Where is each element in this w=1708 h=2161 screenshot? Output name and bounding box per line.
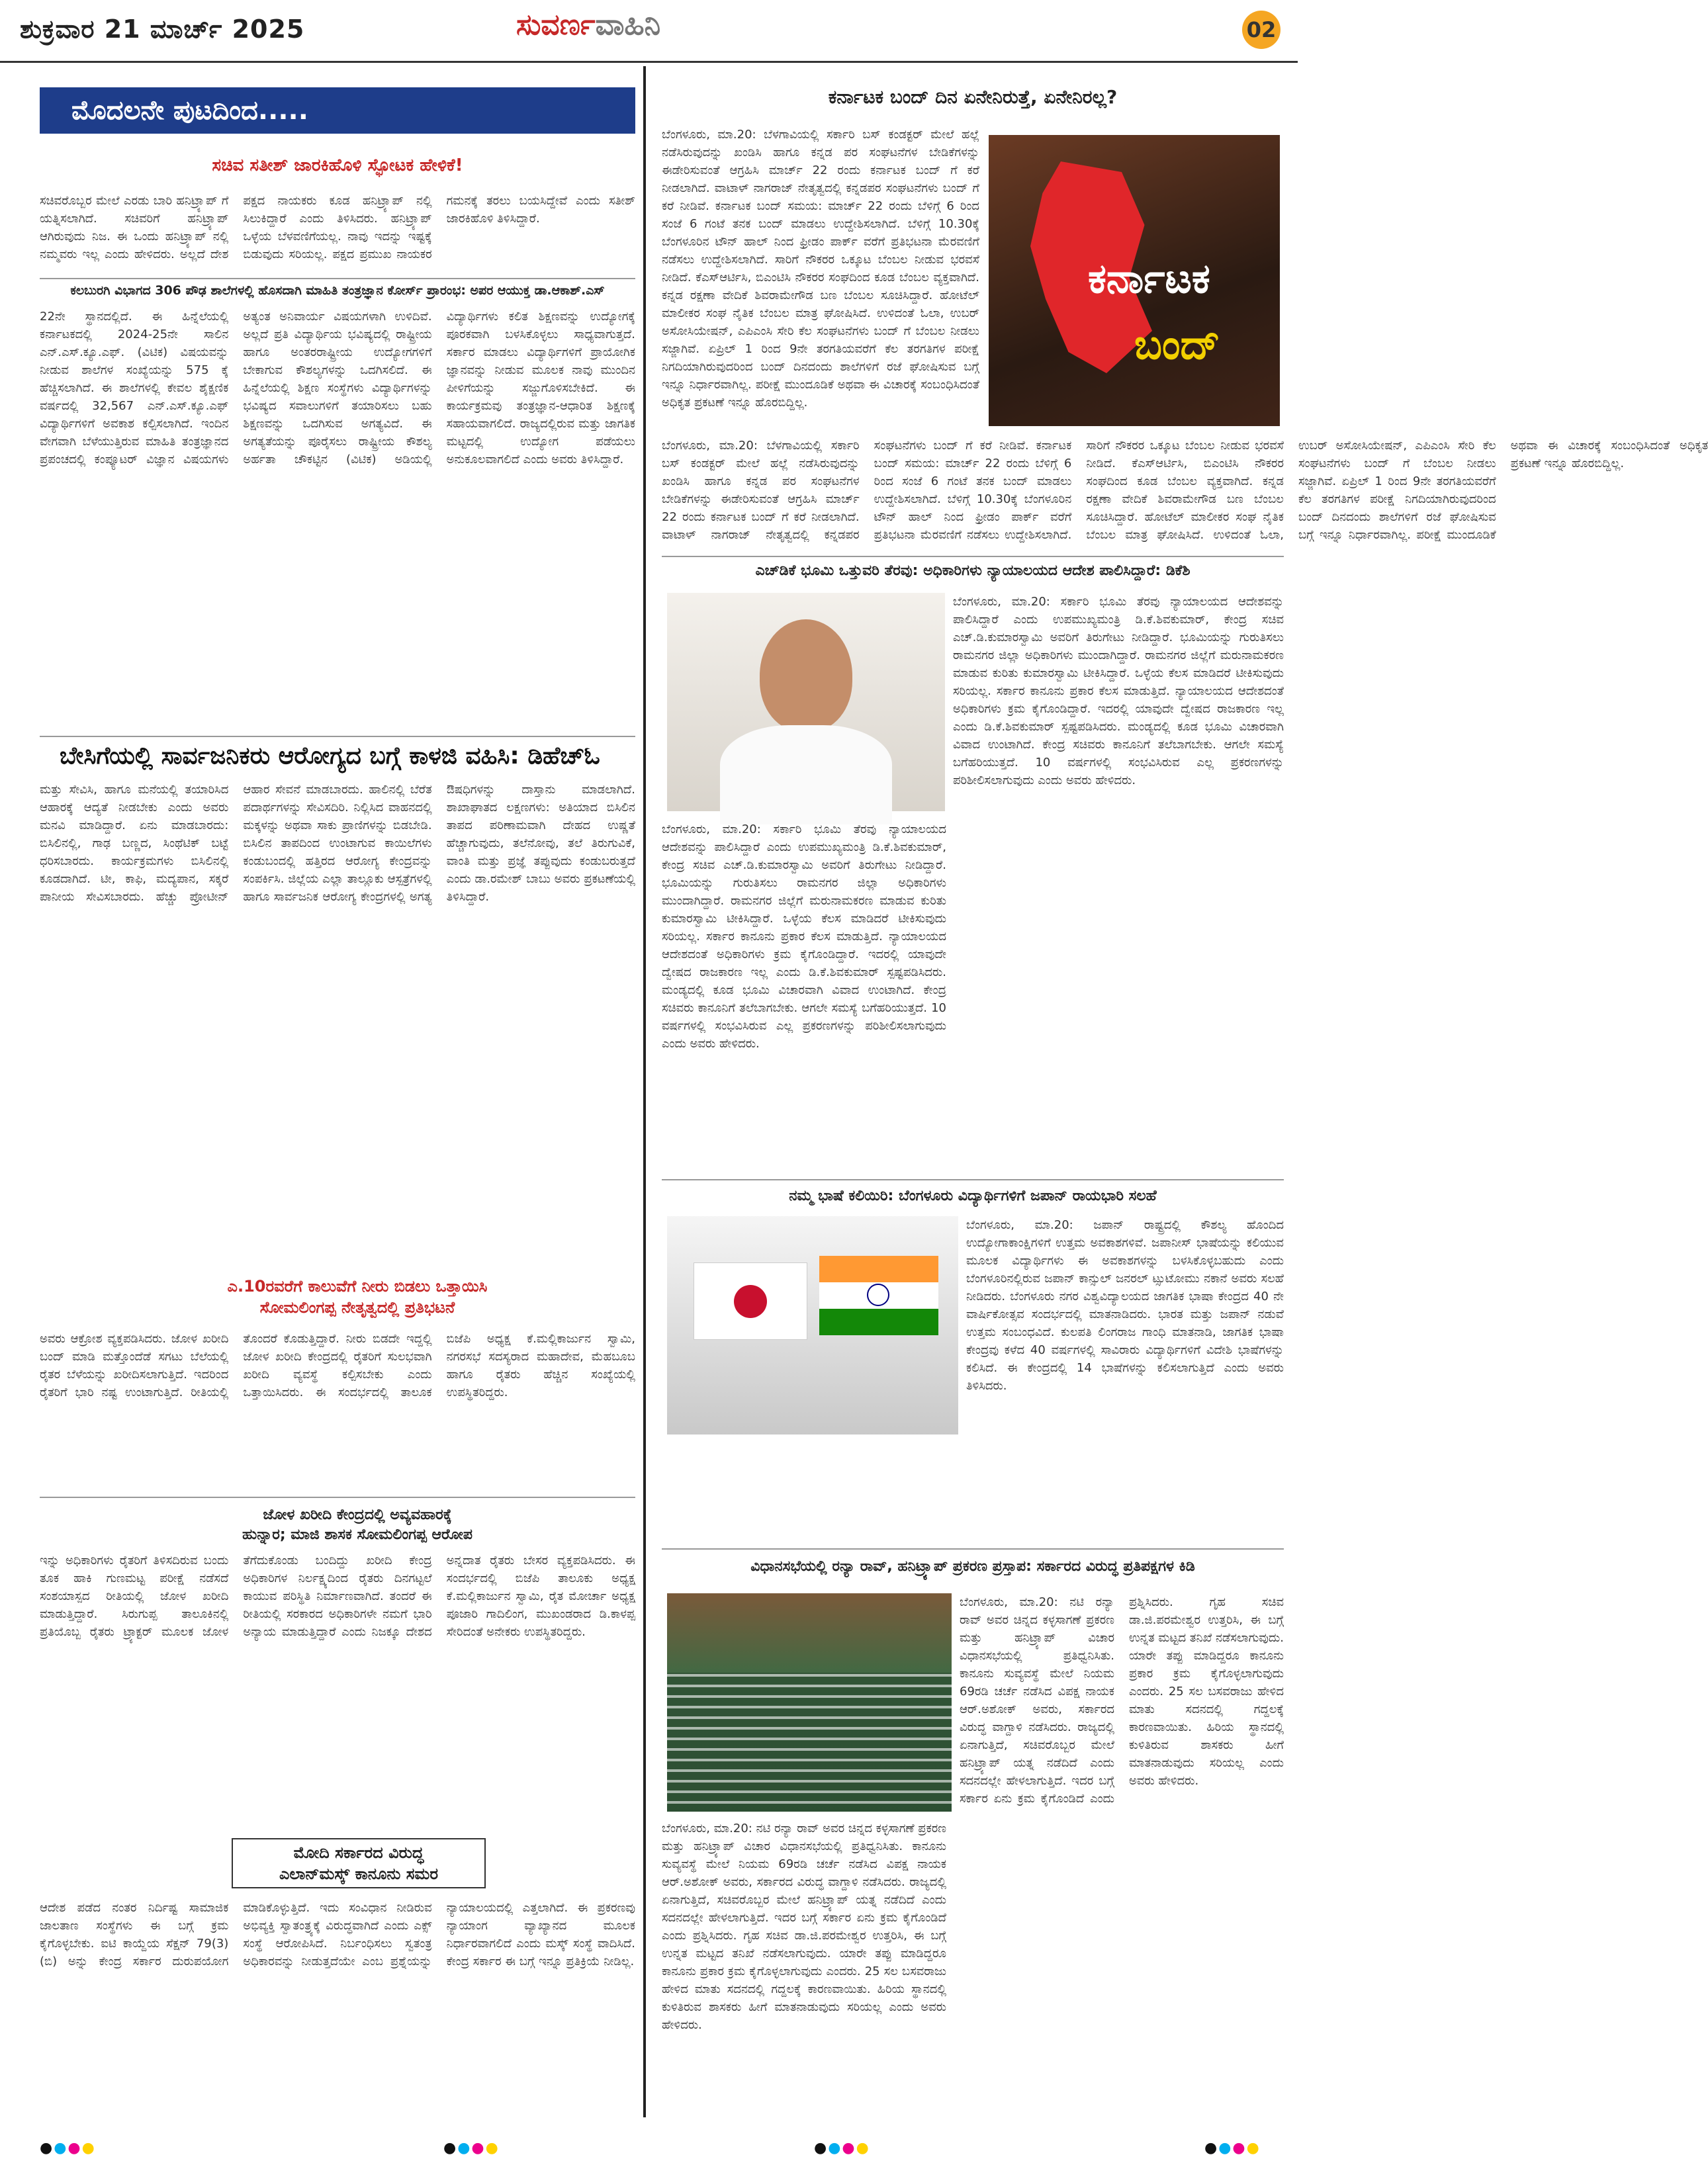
- brand-part-b: ವಾಹಿನಿ: [595, 8, 661, 42]
- article-text: ಬೆಂಗಳೂರು, ಮಾ.20: ಸರ್ಕಾರಿ ಭೂಮಿ ತೆರವು ನ್ಯಾಯಾಲಯದ ಆದೇಶವನ್ನು ಪಾಲಿಸಿದ್ದಾರೆ ಎಂದು ಉಪಮುಖ್ಯಮಂತ್ರಿ ಡಿ.ಕೆ.ಶಿವಕುಮಾರ್, ಕೇಂದ್ರ ಸಚಿವ ಎಚ್.ಡಿ.ಕುಮಾರಸ್ವಾಮಿ ಅವರಿಗೆ ತಿರುಗೇಟು ನೀಡಿದ್ದಾರೆ. ಭೂಮಿಯನ್ನು ಗುರುತಿಸಲು ರಾಮನಗರ ಜಿಲ್ಲಾ ಅಧಿಕಾರಿಗಳು ಮುಂದಾಗಿದ್ದಾರೆ. ರಾಮನಗರ ಜಿಲ್ಲೆಗೆ ಮರುನಾಮಕರಣ ಮಾಡುವ ಕುರಿತು ಕುಮಾರಸ್ವಾಮಿ ಟೀಕಿಸಿದ್ದಾರೆ. ಒಳ್ಳೆಯ ಕೆಲಸ ಮಾಡಿದರೆ ಟೀಕಿಸುವುದು ಸರಿಯಲ್ಲ. ಸರ್ಕಾರ ಕಾನೂನು ಪ್ರಕಾರ ಕೆಲಸ ಮಾಡುತ್ತಿದೆ. ನ್ಯಾಯಾಲಯದ ಆದೇಶದಂತೆ ಅಧಿಕಾರಿಗಳು ಕ್ರಮ ಕೈಗೊಂಡಿದ್ದಾರೆ. ಇದರಲ್ಲಿ ಯಾವುದೇ ದ್ವೇಷದ ರಾಜಕಾರಣ ಇಲ್ಲ ಎಂದು ಡಿ.ಕೆ.ಶಿವಕುಮಾರ್ ಸ್ಪಷ್ಟಪಡಿಸಿದರು. ಮಂಡ್ಯದಲ್ಲಿ ಕೂಡ ಭೂಮಿ ವಿಚಾರವಾಗಿ ವಿವಾದ ಉಂಟಾಗಿದೆ. ಕೇಂದ್ರ ಸಚಿವರು ಕಾನೂನಿಗೆ ತಲೆಬಾಗಬೇಕು. ಆಗಲೇ ಸಮಸ್ಯೆ ಬಗೆಹರಿಯುತ್ತದೆ. 10 ವರ್ಷಗಳಲ್ಲಿ ಸಂಭವಿಸಿರುವ ಎಲ್ಲ ಪ್ರಕರಣಗಳನ್ನು ಪರಿಶೀಲಿಸಲಾಗುವುದು ಎಂದು ಅವರು ಹೇಳಿದರು.: [953, 595, 1284, 787]
- article-headline-dks: ಎಚ್‌ಡಿಕೆ ಭೂಮಿ ಒತ್ತುವರಿ ತೆರವು: ಅಧಿಕಾರಿಗಳು ನ್ಯಾಯಾಲಯದ ಆದೇಶ ಪಾಲಿಸಿದ್ದಾರೆ: ಡಿಕೆಶಿ: [755, 562, 1191, 579]
- headline-line: ಎ.10ರವರೆಗೆ ಕಾಲುವೆಗೆ ನೀರು ಬಿಡಲು ಒತ್ತಾಯಿಸಿ: [227, 1277, 488, 1296]
- article-headline-dho: ಬೇಸಿಗೆಯಲ್ಲಿ ಸಾರ್ವಜನಿಕರು ಆರೋಗ್ಯದ ಬಗ್ಗೆ ಕಾಳಜಿ ವಹಿಸಿ: ಡಿಹೆಚ್ಓ: [60, 742, 600, 770]
- article-text: ಬೆಂಗಳೂರು, ಮಾ.20: ನಟಿ ರನ್ಯಾ ರಾವ್ ಅವರ ಚಿನ್ನದ ಕಳ್ಳಸಾಗಣೆ ಪ್ರಕರಣ ಮತ್ತು ಹನಿಟ್ರ್ಯಾಪ್ ವಿಚಾರ ವಿಧಾನಸಭೆಯಲ್ಲಿ ಪ್ರತಿಧ್ವನಿಸಿತು. ಕಾನೂನು ಸುವ್ಯವಸ್ಥೆ ಮೇಲೆ ನಿಯಮ 69ರಡಿ ಚರ್ಚೆ ನಡೆಸಿದ ವಿಪಕ್ಷ ನಾಯಕ ಆರ್.ಅಶೋಕ್ ಅವರು, ಸರ್ಕಾರದ ವಿರುದ್ಧ ವಾಗ್ದಾಳಿ ನಡೆಸಿದರು. ರಾಜ್ಯದಲ್ಲಿ ಏನಾಗುತ್ತಿದೆ, ಸಚಿವರೊಬ್ಬರ ಮೇಲೆ ಹನಿಟ್ರ್ಯಾಪ್ ಯತ್ನ ನಡೆದಿದೆ ಎಂದು ಸದನದಲ್ಲೇ ಹೇಳಲಾಗುತ್ತಿದೆ. ಇದರ ಬಗ್ಗೆ ಸರ್ಕಾರ ಏನು ಕ್ರಮ ಕೈಗೊಂಡಿದೆ ಎಂದು ಪ್ರಶ್ನಿಸಿದರು. ಗೃಹ ಸಚಿವ ಡಾ.ಜಿ.ಪರಮೇಶ್ವರ ಉತ್ತರಿಸಿ, ಈ ಬಗ್ಗೆ ಉನ್ನತ ಮಟ್ಟದ ತನಿಖೆ ನಡೆಸಲಾಗುವುದು. ಯಾರೇ ತಪ್ಪು ಮಾಡಿದ್ದರೂ ಕಾನೂನು ಪ್ರಕಾರ ಕ್ರಮ ಕೈಗೊಳ್ಳಲಾಗುವುದು ಎಂದರು. 25 ಸಲ ಬಸವರಾಜು ಹೇಳಿದ ಮಾತು ಸದನದಲ್ಲಿ ಗದ್ದಲಕ್ಕೆ ಕಾರಣವಾಯಿತು. ಹಿರಿಯ ಸ್ಥಾನದಲ್ಲಿ ಕುಳಿತಿರುವ ಶಾಸಕರು ಹೀಗೆ ಮಾತನಾಡುವುದು ಸರಿಯಲ್ಲ ಎಂದು ಅವರು ಹೇಳಿದರು.: [662, 1822, 946, 2032]
- article-headline-musk: [232, 1838, 486, 1888]
- brand-part-a: ಸುವರ್ಣ: [516, 8, 596, 42]
- article-body-jowar: [40, 1552, 635, 1830]
- assembly-session-photo: [667, 1593, 952, 1812]
- article-text: ಬೆಂಗಳೂರು, ಮಾ.20: ಬೆಳಗಾವಿಯಲ್ಲಿ ಸರ್ಕಾರಿ ಬಸ್ ಕಂಡಕ್ಟರ್ ಮೇಲೆ ಹಲ್ಲೆ ನಡೆಸಿರುವುದನ್ನು ಖಂಡಿಸಿ ಹಾಗೂ ಕನ್ನಡ ಪರ ಸಂಘಟನೆಗಳ ಬೇಡಿಕೆಗಳನ್ನು ಈಡೇರಿಸುವಂತೆ ಆಗ್ರಹಿಸಿ ಮಾರ್ಚ್ 22 ರಂದು ಕರ್ನಾಟಕ ಬಂದ್ ಗೆ ಕರೆ ನೀಡಲಾಗಿದೆ. ವಾಟಾಳ್ ನಾಗರಾಜ್ ನೇತೃತ್ವದಲ್ಲಿ ಕನ್ನಡಪರ ಸಂಘಟನೆಗಳು ಬಂದ್ ಗೆ ಕರೆ ನೀಡಿವೆ. ಕರ್ನಾಟಕ ಬಂದ್ ಸಮಯ: ಮಾರ್ಚ್ 22 ರಂದು ಬೆಳಿಗ್ಗೆ 6 ರಿಂದ ಸಂಜೆ 6 ಗಂಟೆ ತನಕ ಬಂದ್ ಮಾಡಲು ಉದ್ದೇಶಿಸಲಾಗಿದೆ. ಬೆಳಿಗ್ಗೆ 10.30ಕ್ಕೆ ಬೆಂಗಳೂರಿನ ಟೌನ್ ಹಾಲ್ ನಿಂದ ಫ್ರೀಡಂ ಪಾರ್ಕ್ ವರೆಗೆ ಪ್ರತಿಭಟನಾ ಮೆರವಣಿಗೆ ನಡೆಸಲು ಉದ್ದೇಶಿಸಲಾಗಿದೆ. ಸಾರಿಗೆ ನೌಕರರ ಒಕ್ಕೂಟ ಬೆಂಬಲ ನೀಡುವ ಭರವಸೆ ನೀಡಿದೆ. ಕೆಎಸ್ಆರ್ಟಿಸಿ, ಬಿಎಂಟಿಸಿ ನೌಕರರ ಸಂಘದಿಂದ ಕೂಡ ಬೆಂಬಲ ವ್ಯಕ್ತವಾಗಿದೆ. ಕನ್ನಡ ರಕ್ಷಣಾ ವೇದಿಕೆ ಶಿವರಾಮೇಗೌಡ ಬಣ ಬೆಂಬಲ ಸೂಚಿಸಿದ್ದಾರೆ. ಹೋಟೆಲ್ ಮಾಲೀಕರ ಸಂಘ ನೈತಿಕ ಬೆಂಬಲ ಮಾತ್ರ ಘೋಷಿಸಿದೆ. ಉಳಿದಂತೆ ಓಲಾ, ಉಬರ್ ಅಸೋಸಿಯೇಷನ್, ಎಪಿಎಂಸಿ ಸೇರಿ ಕೆಲ ಸಂಘಟನೆಗಳು ಬಂದ್ ಗೆ ಬೆಂಬಲ ನೀಡಲು ಸಜ್ಜಾಗಿವೆ. ಏಪ್ರಿಲ್ 1 ರಿಂದ 9ನೇ ತರಗತಿಯವರೆಗೆ ಕೆಲ ತರಗತಿಗಳ ಪರೀಕ್ಷೆ ನಿಗದಿಯಾಗಿರುವುದರಿಂದ ಬಂದ್ ದಿನದಂದು ಶಾಲೆಗಳಿಗೆ ರಜೆ ಘೋಷಿಸುವ ಬಗ್ಗೆ ಇನ್ನೂ ನಿರ್ಧಾರವಾಗಿಲ್ಲ. ಪರೀಕ್ಷೆ ಮುಂದೂಡಿಕೆ ಅಥವಾ ಈ ವಿಚಾರಕ್ಕೆ ಸಂಬಂಧಿಸಿದಂತೆ ಅಧಿಕೃತ ಪ್ರಕಟಣೆ ಇನ್ನೂ ಹೊರಬಿದ್ದಿಲ್ಲ.: [662, 128, 979, 410]
- headline-line: ಎಲಾನ್‌ಮಸ್ಕ್ ಕಾನೂನು ಸಮರ: [279, 1865, 439, 1883]
- headline-line: ಜೋಳ ಖರೀದಿ ಕೇಂದ್ರದಲ್ಲಿ ಅವ್ಯವಹಾರಕ್ಕೆ: [263, 1507, 452, 1523]
- headline-line: ಸೋಮಲಿಂಗಪ್ಪ ನೇತೃತ್ವದಲ್ಲಿ ಪ್ರತಿಭಟನೆ: [259, 1298, 455, 1317]
- article-headline-canal-protest: [199, 1276, 516, 1318]
- registration-marks: ●●●●: [443, 2140, 500, 2156]
- divider: [40, 736, 635, 737]
- article-text: ಅವರು ಆಕ್ರೋಶ ವ್ಯಕ್ತಪಡಿಸಿದರು. ಜೋಳ ಖರೀದಿ ಬಂದ್ ಮಾಡಿ ಮತ್ತೊಂದೆಡೆ ಸಗಟು ಬೆಲೆಯಲ್ಲಿ ರೈತರ ಬೆಳೆಯನ್ನು ಖರೀದಿಸಲಾಗುತ್ತಿದೆ. ಇದರಿಂದ ರೈತರಿಗೆ ಭಾರಿ ನಷ್ಟ ಉಂಟಾಗುತ್ತಿದೆ. ರೀತಿಯಲ್ಲಿ ತೊಂದರೆ ಕೊಡುತ್ತಿದ್ದಾರೆ. ನೀರು ಬಿಡದೇ ಇದ್ದಲ್ಲಿ ಜೋಳ ಖರೀದಿ ಕೇಂದ್ರದಲ್ಲಿ ರೈತರಿಗೆ ಸುಲಭವಾಗಿ ಖರೀದಿ ವ್ಯವಸ್ಥೆ ಕಲ್ಪಿಸಬೇಕು ಎಂದು ಒತ್ತಾಯಿಸಿದರು. ಈ ಸಂದರ್ಭದಲ್ಲಿ ತಾಲೂಕ ಬಿಜೆಪಿ ಅಧ್ಯಕ್ಷ ಕೆ.ಮಲ್ಲಿಕಾರ್ಜುನ ಸ್ವಾಮಿ, ನಗರಸಭೆ ಸದಸ್ಯರಾದ ಮಹಾದೇವ, ಮೆಹಬೂಬ ಹಾಗೂ ರೈತರು ಹೆಚ್ಚಿನ ಸಂಖ್ಯೆಯಲ್ಲಿ ಉಪಸ್ಥಿತರಿದ್ದರು.: [40, 1332, 635, 1399]
- article-text: ಬೆಂಗಳೂರು, ಮಾ.20: ಜಪಾನ್ ರಾಷ್ಟ್ರದಲ್ಲಿ ಕೌಶಲ್ಯ ಹೊಂದಿದ ಉದ್ಯೋಗಾಕಾಂಕ್ಷಿಗಳಿಗೆ ಉತ್ತಮ ಅವಕಾಶಗಳಿವೆ. ಜಪಾನೀಸ್ ಭಾಷೆಯನ್ನು ಕಲಿಯುವ ಮೂಲಕ ವಿದ್ಯಾರ್ಥಿಗಳು ಈ ಅವಕಾಶಗಳನ್ನು ಬಳಸಿಕೊಳ್ಳಬಹುದು ಎಂದು ಬೆಂಗಳೂರಿನಲ್ಲಿರುವ ಜಪಾನ್ ಕಾನ್ಸುಲ್ ಜನರಲ್ ಟ್ಸುಟೋಮು ನಕಾನೆ ಅವರು ಸಲಹೆ ನೀಡಿದರು. ಬೆಂಗಳೂರು ನಗರ ವಿಶ್ವವಿದ್ಯಾಲಯದ ಜಾಗತಿಕ ಭಾಷಾ ಕೇಂದ್ರದ 40 ನೇ ವಾರ್ಷಿಕೋತ್ಸವ ಸಂದರ್ಭದಲ್ಲಿ ಮಾತನಾಡಿದರು. ಭಾರತ ಮತ್ತು ಜಪಾನ್ ನಡುವೆ ಉತ್ತಮ ಸಂಬಂಧವಿದೆ. ಕುಲಪತಿ ಲಿಂಗರಾಜ ಗಾಂಧಿ ಮಾತನಾಡಿ, ಜಾಗತಿಕ ಭಾಷಾ ಕೇಂದ್ರವು ಕಳೆದ 40 ವರ್ಷಗಳಲ್ಲಿ ಸಾವಿರಾರು ವಿದ್ಯಾರ್ಥಿಗಳಿಗೆ ವಿದೇಶಿ ಭಾಷೆಗಳನ್ನು ಕಲಿಸಿದೆ. ಈ ಕೇಂದ್ರದಲ್ಲಿ 14 ಭಾಷೆಗಳನ್ನು ಕಲಿಸಲಾಗುತ್ತಿದೆ ಎಂದು ಅವರು ತಿಳಿಸಿದರು.: [966, 1218, 1284, 1393]
- newspaper-logo: [516, 8, 660, 42]
- article-headline-bandh: ಕರ್ನಾಟಕ ಬಂದ್ ದಿನ ಏನೇನಿರುತ್ತೆ, ಏನೇನಿರಲ್ಲ?: [828, 86, 1118, 108]
- article-text: ಬೆಂಗಳೂರು, ಮಾ.20: ಸರ್ಕಾರಿ ಭೂಮಿ ತೆರವು ನ್ಯಾಯಾಲಯದ ಆದೇಶವನ್ನು ಪಾಲಿಸಿದ್ದಾರೆ ಎಂದು ಉಪಮುಖ್ಯಮಂತ್ರಿ ಡಿ.ಕೆ.ಶಿವಕುಮಾರ್, ಕೇಂದ್ರ ಸಚಿವ ಎಚ್.ಡಿ.ಕುಮಾರಸ್ವಾಮಿ ಅವರಿಗೆ ತಿರುಗೇಟು ನೀಡಿದ್ದಾರೆ. ಭೂಮಿಯನ್ನು ಗುರುತಿಸಲು ರಾಮನಗರ ಜಿಲ್ಲಾ ಅಧಿಕಾರಿಗಳು ಮುಂದಾಗಿದ್ದಾರೆ. ರಾಮನಗರ ಜಿಲ್ಲೆಗೆ ಮರುನಾಮಕರಣ ಮಾಡುವ ಕುರಿತು ಕುಮಾರಸ್ವಾಮಿ ಟೀಕಿಸಿದ್ದಾರೆ. ಒಳ್ಳೆಯ ಕೆಲಸ ಮಾಡಿದರೆ ಟೀಕಿಸುವುದು ಸರಿಯಲ್ಲ. ಸರ್ಕಾರ ಕಾನೂನು ಪ್ರಕಾರ ಕೆಲಸ ಮಾಡುತ್ತಿದೆ. ನ್ಯಾಯಾಲಯದ ಆದೇಶದಂತೆ ಅಧಿಕಾರಿಗಳು ಕ್ರಮ ಕೈಗೊಂಡಿದ್ದಾರೆ. ಇದರಲ್ಲಿ ಯಾವುದೇ ದ್ವೇಷದ ರಾಜಕಾರಣ ಇಲ್ಲ ಎಂದು ಡಿ.ಕೆ.ಶಿವಕುಮಾರ್ ಸ್ಪಷ್ಟಪಡಿಸಿದರು. ಮಂಡ್ಯದಲ್ಲಿ ಕೂಡ ಭೂಮಿ ವಿಚಾರವಾಗಿ ವಿವಾದ ಉಂಟಾಗಿದೆ. ಕೇಂದ್ರ ಸಚಿವರು ಕಾನೂನಿಗೆ ತಲೆಬಾಗಬೇಕು. ಆಗಲೇ ಸಮಸ್ಯೆ ಬಗೆಹರಿಯುತ್ತದೆ. 10 ವರ್ಷಗಳಲ್ಲಿ ಸಂಭವಿಸಿರುವ ಎಲ್ಲ ಪ್ರಕರಣಗಳನ್ನು ಪರಿಶೀಲಿಸಲಾಗುವುದು ಎಂದು ಅವರು ಹೇಳಿದರು.: [662, 822, 946, 1051]
- article-text: ಇನ್ನು ಅಧಿಕಾರಿಗಳು ರೈತರಿಗೆ ತಿಳಿಸದಿರುವ ಬಂದು ತೂಕ ಹಾಕಿ ಗುಣಮಟ್ಟ ಪರೀಕ್ಷೆ ನಡೆಸದೆ ಸಂಶಯಾಸ್ಪದ ರೀತಿಯಲ್ಲಿ ಜೋಳ ಖರೀದಿ ಮಾಡುತ್ತಿದ್ದಾರೆ. ಸಿರುಗುಪ್ಪ ತಾಲೂಕಿನಲ್ಲಿ ಪ್ರತಿಯೊಬ್ಬ ರೈತರು ಟ್ರ್ಯಾಕ್ಟರ್ ಮೂಲಕ ಜೋಳ ತೆಗೆದುಕೊಂಡು ಬಂದಿದ್ದು ಖರೀದಿ ಕೇಂದ್ರ ಅಧಿಕಾರಿಗಳ ನಿರ್ಲಕ್ಷ್ಯದಿಂದ ರೈತರು ದಿನಗಟ್ಟಲೆ ಕಾಯುವ ಪರಿಸ್ಥಿತಿ ನಿರ್ಮಾಣವಾಗಿದೆ. ತಂದರೆ ಈ ರೀತಿಯಲ್ಲಿ ಸರಕಾರದ ಅಧಿಕಾರಿಗಳೇ ನಮಗೆ ಭಾರಿ ಅನ್ಯಾಯ ಮಾಡುತ್ತಿದ್ದಾರೆ ಎಂದು ನಿಜಕ್ಕೂ ದೇಶದ ಅನ್ನದಾತ ರೈತರು ಬೇಸರ ವ್ಯಕ್ತಪಡಿಸಿದರು. ಈ ಸಂದರ್ಭದಲ್ಲಿ ಬಿಜೆಪಿ ತಾಲೂಕು ಅಧ್ಯಕ್ಷ ಕೆ.ಮಲ್ಲಿಕಾರ್ಜುನ ಸ್ವಾಮಿ, ರೈತ ಮೋರ್ಚಾ ಅಧ್ಯಕ್ಷ ಪೂಜಾರಿ ಗಾದಿಲಿಂಗ, ಮುಖಂಡರಾದ ಡಿ.ಕಾಳಪ್ಪ ಸೇರಿದಂತೆ ಅನೇಕರು ಉಪಸ್ಥಿತರಿದ್ದರು.: [40, 1554, 635, 1639]
- page-number: 02: [1242, 11, 1281, 49]
- article-headline-japan: ನಮ್ಮ ಭಾಷೆ ಕಲಿಯಿರಿ: ಬೆಂಗಳೂರು ವಿದ್ಯಾರ್ಥಿಗಳಿಗೆ ಜಪಾನ್ ರಾಯಭಾರಿ ಸಲಹೆ: [789, 1188, 1157, 1204]
- registration-marks: ●●●●: [40, 2140, 96, 2156]
- divider: [662, 556, 1284, 557]
- divider: [40, 1497, 635, 1498]
- divider: [662, 1548, 1284, 1550]
- japan-flag-icon: [694, 1262, 807, 1340]
- article-text: ಆದೇಶ ಪಡೆದ ನಂತರ ನಿರ್ದಿಷ್ಟ ಸಾಮಾಜಿಕ ಜಾಲತಾಣ ಸಂಸ್ಥೆಗಳು ಈ ಬಗ್ಗೆ ಕ್ರಮ ಕೈಗೊಳ್ಳಬೇಕು. ಐಟಿ ಕಾಯ್ದೆಯ ಸೆಕ್ಷನ್ 79(3)(ಬಿ) ಅನ್ನು ಕೇಂದ್ರ ಸರ್ಕಾರ ದುರುಪಯೋಗ ಮಾಡಿಕೊಳ್ಳುತ್ತಿದೆ. ಇದು ಸಂವಿಧಾನ ನೀಡಿರುವ ಅಭಿವ್ಯಕ್ತಿ ಸ್ವಾತಂತ್ರ್ಯಕ್ಕೆ ವಿರುದ್ಧವಾಗಿದೆ ಎಂದು ಎಕ್ಸ್ ಸಂಸ್ಥೆ ಆರೋಪಿಸಿದೆ. ನಿರ್ಬಂಧಿಸಲು ಸ್ವತಂತ್ರ ಅಧಿಕಾರವನ್ನು ನೀಡುತ್ತದೆಯೇ ಎಂಬ ಪ್ರಶ್ನೆಯನ್ನು ನ್ಯಾಯಾಲಯದಲ್ಲಿ ಎತ್ತಲಾಗಿದೆ. ಈ ಪ್ರಕರಣವು ನ್ಯಾಯಾಂಗ ವ್ಯಾಖ್ಯಾನದ ಮೂಲಕ ನಿರ್ಧಾರವಾಗಲಿದೆ ಎಂದು ಮಸ್ಕ್ ಸಂಸ್ಥೆ ವಾದಿಸಿದೆ. ಕೇಂದ್ರ ಸರ್ಕಾರ ಈ ಬಗ್ಗೆ ಇನ್ನೂ ಪ್ರತಿಕ್ರಿಯೆ ನೀಡಿಲ್ಲ.: [40, 1901, 635, 1968]
- article-text: ಸಚಿವರೊಬ್ಬರ ಮೇಲೆ ಎರಡು ಬಾರಿ ಹನಿಟ್ರ್ಯಾಪ್ ಗೆ ಯತ್ನಿಸಲಾಗಿದೆ. ಸಚಿವರಿಗೆ ಹನಿಟ್ರ್ಯಾಪ್ ಆಗಿರುವುದು ನಿಜ. ಈ ಒಂದು ಹನಿಟ್ರ್ಯಾಪ್ ನಲ್ಲಿ ನಮ್ಮವರು ಇಲ್ಲ ಎಂದು ಹೇಳಿದರು. ಅಲ್ಲದೆ ದೇಶ ಪಕ್ಷದ ನಾಯಕರು ಕೂಡ ಹನಿಟ್ರ್ಯಾಪ್ ನಲ್ಲಿ ಸಿಲುಕಿದ್ದಾರೆ ಎಂದು ತಿಳಿಸಿದರು. ಹನಿಟ್ರ್ಯಾಪ್ ಒಳ್ಳೆಯ ಬೆಳವಣಿಗೆಯಲ್ಲ. ನಾವು ಇದನ್ನು ಇಷ್ಟಕ್ಕೆ ಬಿಡುವುದು ಸರಿಯಲ್ಲ. ಪಕ್ಷದ ಪ್ರಮುಖ ನಾಯಕರ ಗಮನಕ್ಕೆ ತರಲು ಬಯಸಿದ್ದೇವೆ ಎಂದು ಸತೀಶ್ ಜಾರಕಿಹೊಳಿ ತಿಳಿಸಿದ್ದಾರೆ.: [40, 194, 635, 261]
- issue-date: ಶುಕ್ರವಾರ 21 ಮಾರ್ಚ್ 2025: [20, 15, 305, 44]
- article-headline-jarkiholi: ಸಚಿವ ಸತೀಶ್ ಜಾರಕಿಹೊಳಿ ಸ್ಫೋಟಕ ಹೇಳಿಕೆ!: [212, 155, 463, 175]
- headline-line: ಹುನ್ನಾರ; ಮಾಜಿ ಶಾಸಕ ಸೋಮಲಿಂಗಪ್ಪ ಆರೋಪ: [242, 1526, 472, 1543]
- article-body-dho: [40, 781, 635, 1270]
- dk-shivakumar-photo: [667, 593, 945, 811]
- article-body-japan: [966, 1216, 1284, 1540]
- image-text: ಕರ್ನಾಟಕ: [1088, 254, 1210, 302]
- japan-india-flags-image: [667, 1216, 958, 1434]
- karnataka-bandh-image: [989, 135, 1280, 426]
- person-head: [760, 619, 852, 732]
- section-title: ಮೊದಲನೇ ಪುಟದಿಂದ.....: [40, 87, 635, 134]
- divider: [40, 278, 635, 279]
- article-text: ಮತ್ತು ಸೇವಿಸಿ, ಹಾಗೂ ಮನೆಯಲ್ಲಿ ತಯಾರಿಸಿದ ಆಹಾರಕ್ಕೆ ಆದ್ಯತೆ ನೀಡಬೇಕು ಎಂದು ಅವರು ಮನವಿ ಮಾಡಿದ್ದಾರೆ. ಏನು ಮಾಡಬಾರದು: ಬಿಸಿಲಿನಲ್ಲಿ, ಗಾಢ ಬಣ್ಣದ, ಸಿಂಥೆಟಿಕ್ ಬಟ್ಟೆ ಧರಿಸಬಾರದು. ಕಾರ್ಯಕ್ರಮಗಳು ಬಿಸಿಲಿನಲ್ಲಿ ಕೂಡದಾಗಿದೆ. ಟೀ, ಕಾಫಿ, ಮದ್ಯಪಾನ, ಸಕ್ಕರೆ ಪಾನೀಯ ಸೇವಿಸಬಾರದು. ಹೆಚ್ಚು ಪ್ರೋಟೀನ್ ಆಹಾರ ಸೇವನೆ ಮಾಡಬಾರದು. ಹಾಲಿನಲ್ಲಿ ಬೆರೆತ ಪದಾರ್ಥಗಳನ್ನು ಸೇವಿಸದಿರಿ. ನಿಲ್ಲಿಸಿದ ವಾಹನದಲ್ಲಿ ಮಕ್ಕಳನ್ನು ಅಥವಾ ಸಾಕು ಪ್ರಾಣಿಗಳನ್ನು ಬಿಡಬೇಡಿ. ಬಿಸಿಲಿನ ತಾಪದಿಂದ ಉಂಟಾಗುವ ಕಾಯಿಲೆಗಳು ಕಂಡುಬಂದಲ್ಲಿ ಹತ್ತಿರದ ಆರೋಗ್ಯ ಕೇಂದ್ರವನ್ನು ಸಂಪರ್ಕಿಸಿ. ಜಿಲ್ಲೆಯ ಎಲ್ಲಾ ತಾಲ್ಲೂಕು ಆಸ್ಪತ್ರೆಗಳಲ್ಲಿ ಹಾಗೂ ಸಾರ್ವಜನಿಕ ಆರೋಗ್ಯ ಕೇಂದ್ರಗಳಲ್ಲಿ ಅಗತ್ಯ ಔಷಧಿಗಳನ್ನು ದಾಸ್ತಾನು ಮಾಡಲಾಗಿದೆ. ಶಾಖಾಘಾತದ ಲಕ್ಷಣಗಳು: ಅತಿಯಾದ ಬಿಸಿಲಿನ ತಾಪದ ಪರಿಣಾಮವಾಗಿ ದೇಹದ ಉಷ್ಣತೆ ಹೆಚ್ಚಾಗುವುದು, ತಲೆನೋವು, ತಲೆ ತಿರುಗುವಿಕೆ, ವಾಂತಿ ಮತ್ತು ಪ್ರಜ್ಞೆ ತಪ್ಪುವುದು ಕಂಡುಬರುತ್ತದೆ ಎಂದು ಡಾ.ರಮೇಶ್ ಬಾಬು ಅವರು ಪ್ರಕಟಣೆಯಲ್ಲಿ ತಿಳಿಸಿದ್ದಾರೆ.: [40, 783, 635, 904]
- article-text: 22ನೇ ಸ್ಥಾನದಲ್ಲಿದೆ. ಈ ಹಿನ್ನೆಲೆಯಲ್ಲಿ ಕರ್ನಾಟಕದಲ್ಲಿ 2024-25ನೇ ಸಾಲಿನ ಎನ್.ಎಸ್.ಕ್ಯೂ.ಎಫ್. (ವಿಟಿಕ) ವಿಷಯವನ್ನು ನೀಡುವ ಶಾಲೆಗಳ ಸಂಖ್ಯೆಯನ್ನು 575 ಕ್ಕೆ ಹೆಚ್ಚಿಸಲಾಗಿದೆ. ಈ ಶಾಲೆಗಳಲ್ಲಿ ಕೇವಲ ಶೈಕ್ಷಣಿಕ ವರ್ಷದಲ್ಲಿ 32,567 ಎನ್.ಎಸ್.ಕ್ಯೂ.ಎಫ್ ವಿದ್ಯಾರ್ಥಿಗಳಿಗೆ ಅವಕಾಶ ಕಲ್ಪಿಸಲಾಗಿದೆ. ಇಂದಿನ ವೇಗವಾಗಿ ಬೆಳೆಯುತ್ತಿರುವ ಮಾಹಿತಿ ತಂತ್ರಜ್ಞಾನದ ಪ್ರಪಂಚದಲ್ಲಿ ಕಂಪ್ಯೂಟರ್ ವಿಜ್ಞಾನ ವಿಷಯಗಳು ಅತ್ಯಂತ ಅನಿವಾರ್ಯ ವಿಷಯಗಳಾಗಿ ಉಳಿದಿವೆ. ಅಲ್ಲದೆ ಪ್ರತಿ ವಿದ್ಯಾರ್ಥಿಯ ಭವಿಷ್ಯದಲ್ಲಿ ರಾಷ್ಟ್ರೀಯ ಹಾಗೂ ಅಂತರರಾಷ್ಟ್ರೀಯ ಉದ್ಯೋಗಗಳಿಗೆ ಬೇಕಾಗುವ ಕೌಶಲ್ಯಗಳನ್ನು ಒದಗಿಸಲಿದೆ. ಈ ಹಿನ್ನೆಲೆಯಲ್ಲಿ ಶಿಕ್ಷಣ ಸಂಸ್ಥೆಗಳು ವಿದ್ಯಾರ್ಥಿಗಳನ್ನು ಭವಿಷ್ಯದ ಸವಾಲುಗಳಿಗೆ ತಯಾರಿಸಲು ಬಹು ಶಿಕ್ಷಣವನ್ನು ಒದಗಿಸುವ ಅಗತ್ಯವಿದೆ. ಈ ಅಗತ್ಯತೆಯನ್ನು ಪೂರೈಸಲು ರಾಷ್ಟ್ರೀಯ ಕೌಶಲ್ಯ ಅರ್ಹತಾ ಚೌಕಟ್ಟಿನ (ವಿಟಿಕ) ಅಡಿಯಲ್ಲಿ ವಿದ್ಯಾರ್ಥಿಗಳು ಕಲಿತ ಶಿಕ್ಷಣವನ್ನು ಉದ್ಯೋಗಕ್ಕೆ ಪೂರಕವಾಗಿ ಬಳಸಿಕೊಳ್ಳಲು ಸಾಧ್ಯವಾಗುತ್ತದೆ. ಸರ್ಕಾರ ಮಾಡಲು ವಿದ್ಯಾರ್ಥಿಗಳಿಗೆ ಪ್ರಾಯೋಗಿಕ ಜ್ಞಾನವನ್ನು ನೀಡುವ ಮೂಲಕ ನಾವು ಮುಂದಿನ ಪೀಳಿಗೆಯನ್ನು ಸಜ್ಜುಗೊಳಿಸಬೇಕಿದೆ. ಈ ಕಾರ್ಯಕ್ರಮವು ತಂತ್ರಜ್ಞಾನ-ಆಧಾರಿತ ಶಿಕ್ಷಣಕ್ಕೆ ಸಹಾಯವಾಗಲಿದೆ. ರಾಜ್ಯದಲ್ಲಿರುವ ಮತ್ತು ಜಾಗತಿಕ ಮಟ್ಟದಲ್ಲಿ ಉದ್ಯೋಗ ಪಡೆಯಲು ಅನುಕೂಲವಾಗಲಿದೆ ಎಂದು ಅವರು ತಿಳಿಸಿದ್ದಾರೆ.: [40, 310, 635, 466]
- article-text: ಬೆಂಗಳೂರು, ಮಾ.20: ಬೆಳಗಾವಿಯಲ್ಲಿ ಸರ್ಕಾರಿ ಬಸ್ ಕಂಡಕ್ಟರ್ ಮೇಲೆ ಹಲ್ಲೆ ನಡೆಸಿರುವುದನ್ನು ಖಂಡಿಸಿ ಹಾಗೂ ಕನ್ನಡ ಪರ ಸಂಘಟನೆಗಳ ಬೇಡಿಕೆಗಳನ್ನು ಈಡೇರಿಸುವಂತೆ ಆಗ್ರಹಿಸಿ ಮಾರ್ಚ್ 22 ರಂದು ಕರ್ನಾಟಕ ಬಂದ್ ಗೆ ಕರೆ ನೀಡಲಾಗಿದೆ. ವಾಟಾಳ್ ನಾಗರಾಜ್ ನೇತೃತ್ವದಲ್ಲಿ ಕನ್ನಡಪರ ಸಂಘಟನೆಗಳು ಬಂದ್ ಗೆ ಕರೆ ನೀಡಿವೆ. ಕರ್ನಾಟಕ ಬಂದ್ ಸಮಯ: ಮಾರ್ಚ್ 22 ರಂದು ಬೆಳಿಗ್ಗೆ 6 ರಿಂದ ಸಂಜೆ 6 ಗಂಟೆ ತನಕ ಬಂದ್ ಮಾಡಲು ಉದ್ದೇಶಿಸಲಾಗಿದೆ. ಬೆಳಿಗ್ಗೆ 10.30ಕ್ಕೆ ಬೆಂಗಳೂರಿನ ಟೌನ್ ಹಾಲ್ ನಿಂದ ಫ್ರೀಡಂ ಪಾರ್ಕ್ ವರೆಗೆ ಪ್ರತಿಭಟನಾ ಮೆರವಣಿಗೆ ನಡೆಸಲು ಉದ್ದೇಶಿಸಲಾಗಿದೆ. ಸಾರಿಗೆ ನೌಕರರ ಒಕ್ಕೂಟ ಬೆಂಬಲ ನೀಡುವ ಭರವಸೆ ನೀಡಿದೆ. ಕೆಎಸ್ಆರ್ಟಿಸಿ, ಬಿಎಂಟಿಸಿ ನೌಕರರ ಸಂಘದಿಂದ ಕೂಡ ಬೆಂಬಲ ವ್ಯಕ್ತವಾಗಿದೆ. ಕನ್ನಡ ರಕ್ಷಣಾ ವೇದಿಕೆ ಶಿವರಾಮೇಗೌಡ ಬಣ ಬೆಂಬಲ ಸೂಚಿಸಿದ್ದಾರೆ. ಹೋಟೆಲ್ ಮಾಲೀಕರ ಸಂಘ ನೈತಿಕ ಬೆಂಬಲ ಮಾತ್ರ ಘೋಷಿಸಿದೆ. ಉಳಿದಂತೆ ಓಲಾ, ಉಬರ್ ಅಸೋಸಿಯೇಷನ್, ಎಪಿಎಂಸಿ ಸೇರಿ ಕೆಲ ಸಂಘಟನೆಗಳು ಬಂದ್ ಗೆ ಬೆಂಬಲ ನೀಡಲು ಸಜ್ಜಾಗಿವೆ. ಏಪ್ರಿಲ್ 1 ರಿಂದ 9ನೇ ತರಗತಿಯವರೆಗೆ ಕೆಲ ತರಗತಿಗಳ ಪರೀಕ್ಷೆ ನಿಗದಿಯಾಗಿರುವುದರಿಂದ ಬಂದ್ ದಿನದಂದು ಶಾಲೆಗಳಿಗೆ ರಜೆ ಘೋಷಿಸುವ ಬಗ್ಗೆ ಇನ್ನೂ ನಿರ್ಧಾರವಾಗಿಲ್ಲ. ಪರೀಕ್ಷೆ ಮುಂದೂಡಿಕೆ ಅಥವಾ ಈ ವಿಚಾರಕ್ಕೆ ಸಂಬಂಧಿಸಿದಂತೆ ಅಧಿಕೃತ ಪ್ರಕಟಣೆ ಇನ್ನೂ ಹೊರಬಿದ್ದಿಲ್ಲ.: [662, 439, 1708, 542]
- article-body-jarkiholi: [40, 192, 635, 271]
- headline-line: ಮೋದಿ ಸರ್ಕಾರದ ವಿರುದ್ಧ: [293, 1843, 424, 1862]
- article-body-musk: [40, 1899, 635, 2124]
- article-body-bandh: [662, 126, 979, 430]
- article-headline-it-course: ಕಲಬುರಗಿ ವಿಭಾಗದ 306 ಪೌಢ ಶಾಲೆಗಳಲ್ಲಿ ಹೊಸದಾಗಿ ಮಾಹಿತಿ ತಂತ್ರಜ್ಞಾನ ಕೋರ್ಸ್ ಪ್ರಾರಂಭ: ಅಪರ ಆಯುಕ್ತ ಡಾ.ಆಕಾಶ್.ಎಸ್: [70, 283, 605, 298]
- article-body-it-course: [40, 308, 635, 731]
- article-body-assembly: [662, 1820, 946, 2124]
- registration-marks: ●●●●: [1204, 2140, 1261, 2156]
- article-headline-assembly: ವಿಧಾನಸಭೆಯಲ್ಲಿ ರನ್ಯಾ ರಾವ್, ಹನಿಟ್ರ್ಯಾಪ್ ಪ್ರಕರಣ ಪ್ರಸ್ತಾಪ: ಸರ್ಕಾರದ ವಿರುದ್ಧ ಪ್ರತಿಪಕ್ಷಗಳ ಕಿಡಿ: [750, 1558, 1195, 1575]
- article-text: ಬೆಂಗಳೂರು, ಮಾ.20: ನಟಿ ರನ್ಯಾ ರಾವ್ ಅವರ ಚಿನ್ನದ ಕಳ್ಳಸಾಗಣೆ ಪ್ರಕರಣ ಮತ್ತು ಹನಿಟ್ರ್ಯಾಪ್ ವಿಚಾರ ವಿಧಾನಸಭೆಯಲ್ಲಿ ಪ್ರತಿಧ್ವನಿಸಿತು. ಕಾನೂನು ಸುವ್ಯವಸ್ಥೆ ಮೇಲೆ ನಿಯಮ 69ರಡಿ ಚರ್ಚೆ ನಡೆಸಿದ ವಿಪಕ್ಷ ನಾಯಕ ಆರ್.ಅಶೋಕ್ ಅವರು, ಸರ್ಕಾರದ ವಿರುದ್ಧ ವಾಗ್ದಾಳಿ ನಡೆಸಿದರು. ರಾಜ್ಯದಲ್ಲಿ ಏನಾಗುತ್ತಿದೆ, ಸಚಿವರೊಬ್ಬರ ಮೇಲೆ ಹನಿಟ್ರ್ಯಾಪ್ ಯತ್ನ ನಡೆದಿದೆ ಎಂದು ಸದನದಲ್ಲೇ ಹೇಳಲಾಗುತ್ತಿದೆ. ಇದರ ಬಗ್ಗೆ ಸರ್ಕಾರ ಏನು ಕ್ರಮ ಕೈಗೊಂಡಿದೆ ಎಂದು ಪ್ರಶ್ನಿಸಿದರು. ಗೃಹ ಸಚಿವ ಡಾ.ಜಿ.ಪರಮೇಶ್ವರ ಉತ್ತರಿಸಿ, ಈ ಬಗ್ಗೆ ಉನ್ನತ ಮಟ್ಟದ ತನಿಖೆ ನಡೆಸಲಾಗುವುದು. ಯಾರೇ ತಪ್ಪು ಮಾಡಿದ್ದರೂ ಕಾನೂನು ಪ್ರಕಾರ ಕ್ರಮ ಕೈಗೊಳ್ಳಲಾಗುವುದು ಎಂದರು. 25 ಸಲ ಬಸವರಾಜು ಹೇಳಿದ ಮಾತು ಸದನದಲ್ಲಿ ಗದ್ದಲಕ್ಕೆ ಕಾರಣವಾಯಿತು. ಹಿರಿಯ ಸ್ಥಾನದಲ್ಲಿ ಕುಳಿತಿರುವ ಶಾಸಕರು ಹೀಗೆ ಮಾತನಾಡುವುದು ಸರಿಯಲ್ಲ ಎಂದು ಅವರು ಹೇಳಿದರು.: [960, 1595, 1284, 1806]
- image-text: ಬಂದ್: [1134, 320, 1220, 369]
- assembly-seats: [667, 1673, 952, 1812]
- divider: [662, 1179, 1284, 1180]
- masthead: [0, 0, 1298, 63]
- article-body-canal-protest: [40, 1330, 635, 1489]
- registration-marks: ●●●●: [814, 2140, 870, 2156]
- article-body-dks: [953, 593, 1284, 1175]
- column-divider: [643, 66, 646, 2117]
- article-body-dks-continued: [662, 820, 946, 1171]
- article-headline-jowar: [159, 1505, 556, 1545]
- article-body-assembly-continued: [960, 1593, 1284, 2123]
- india-flag-icon: [819, 1256, 938, 1335]
- person-body: [720, 725, 892, 824]
- article-body-bandh-continued: [662, 437, 1708, 549]
